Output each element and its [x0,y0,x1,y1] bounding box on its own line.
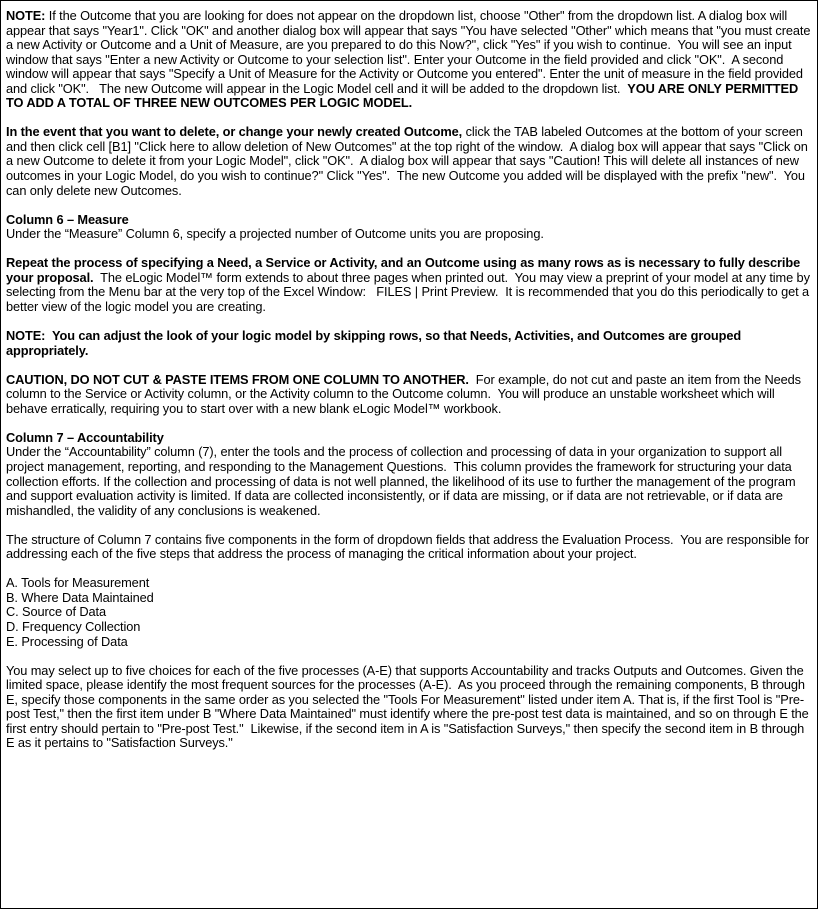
bold-run: NOTE: [6,8,46,23]
list-item-source-of-data: C. Source of Data [6,604,107,620]
bold-run: YOU ARE ONLY PERMITTED TO ADD A TOTAL OF THREE NEW OUTCOMES PER LOGIC MODEL. [6,80,802,111]
list-item-tools-for-measurement: A. Tools for Measurement [6,575,150,591]
list-item-where-data-maintained: B. Where Data Maintained [6,589,154,605]
text-run: For example, do not cut and paste an item from the Needs column to the Service or Activity column, or the Activity column to the Outcome column. You will produce an unstable worksheet which will behave erratically, requiring you to start over with a new blank eLogic Model™ workbook. [6,371,805,416]
bold-run: CAUTION, DO NOT CUT & PASTE ITEMS FROM ONE COLUMN TO ANOTHER. [6,371,469,387]
heading-column-6-measure: Column 6 – Measure [6,211,129,227]
paragraph-caution-cut-paste [6,373,812,417]
paragraph-column-6-body: Under the “Measure” Column 6, specify a projected number of Outcome units you are proposing. [6,226,544,242]
paragraph-select-five-choices: You may select up to five choices for each of the five processes (A-E) that supports Accountability and tracks Outputs and Outcomes. Given the limited space, please identify the most frequent sources for the processes (A-E). As you proceed through the remaining components, B through E, specify those components in the same order as you selected the "Tools For Measurement" listed under item A. That is, if the first Tool is "Pre-post Test," then the first item under B "Where Data Maintained" must identify where the pre-post test data is maintained, and so on through E the first entry should pertain to "Pre-post Test." Likewise, if the second item in A is "Satisfaction Surveys," then specify the second item in B through E as it pertains to "Satisfaction Surveys." [6,662,813,751]
list-item-frequency-collection: D. Frequency Collection [6,618,141,634]
bold-run: In the event that you want to delete, or change your newly created Outcome, [6,124,463,140]
heading-column-7-accountability: Column 7 – Accountability [6,429,164,445]
paragraph-delete-outcome [6,125,812,198]
text-run: If the Outcome that you are looking for does not appear on the dropdown list, choose "Other" from the dropdown list. A dialog box will appear that says "Year1". Click "OK" and another dialog box will appear that says "You have selected "Other" which means that "you must create a new Activity or Outcome and a Unit of Measure, are you prepared to do this Now?", click "Yes" if you wish to continue. You will see an input window that says "Enter a new Activity or Outcome to your selection list". Enter your Outcome in the field provided and click "OK". A second window will appear that says "Specify a Unit of Measure for the Activity or Outcome you entered". Enter the unit of measure in the field provided and click "OK". The new Outcome will appear in the Logic Model cell and it will be added to the dropdown list. [6,8,814,96]
paragraph-note-add-outcomes [6,9,812,111]
paragraph-structure-column-7: The structure of Column 7 contains five components in the form of dropdown fields that address the Evaluation Process. You are responsible for addressing each of the five steps that address the process of managing the critical information about your project. [6,531,813,562]
list-item-processing-of-data: E. Processing of Data [6,633,128,649]
bold-run: Repeat the process of specifying a Need, a Service or Activity, and an Outcome using as many rows as is necessary to fully describe your proposal. [6,255,804,285]
paragraph-column-7-body: Under the “Accountability” column (7), enter the tools and the process of collection and processing of data in your organization to support all project management, reporting, and responding to the Management Questions. This column provides the framework for structuring your data collection efforts. If the collection and processing of data is not well planned, the likelihood of its use to further the management of the program and support evaluation activity is limited. If data are collected inconsistently, or if data are missing, or if data are not retrievable, or if data are mishandled, the validity of any conclusions is weakened. [6,444,799,518]
accountability-components-list [6,576,812,649]
paragraph-repeat-process [6,256,812,314]
text-run: click the TAB labeled Outcomes at the bottom of your screen and then click cell [B1] "Click here to allow deletion of New Outcomes" at the top right of the window. A dialog box will appear that says "Click on a new Outcome to delete it from your Logic Model", click "OK". A dialog box will appear that says "Caution! This will delete all instances of new outcomes in your Logic Model, do you wish to continue?" Click "Yes". The new Outcome you added will be displayed with the prefix "new". You can only delete new Outcomes. [6,124,812,198]
paragraph-note-skip-rows: NOTE: You can adjust the look of your logic model by skipping rows, so that Needs, Activities, and Outcomes are grouped appropriately. [6,328,745,358]
text-run: The eLogic Model™ form extends to about three pages when printed out. You may view a preprint of your model at any time by selecting from the Menu bar at the very top of the Excel Window: FILES | Print Preview. It is recommended that you do this periodically to get a better view of the logic model you are creating. [6,269,814,314]
